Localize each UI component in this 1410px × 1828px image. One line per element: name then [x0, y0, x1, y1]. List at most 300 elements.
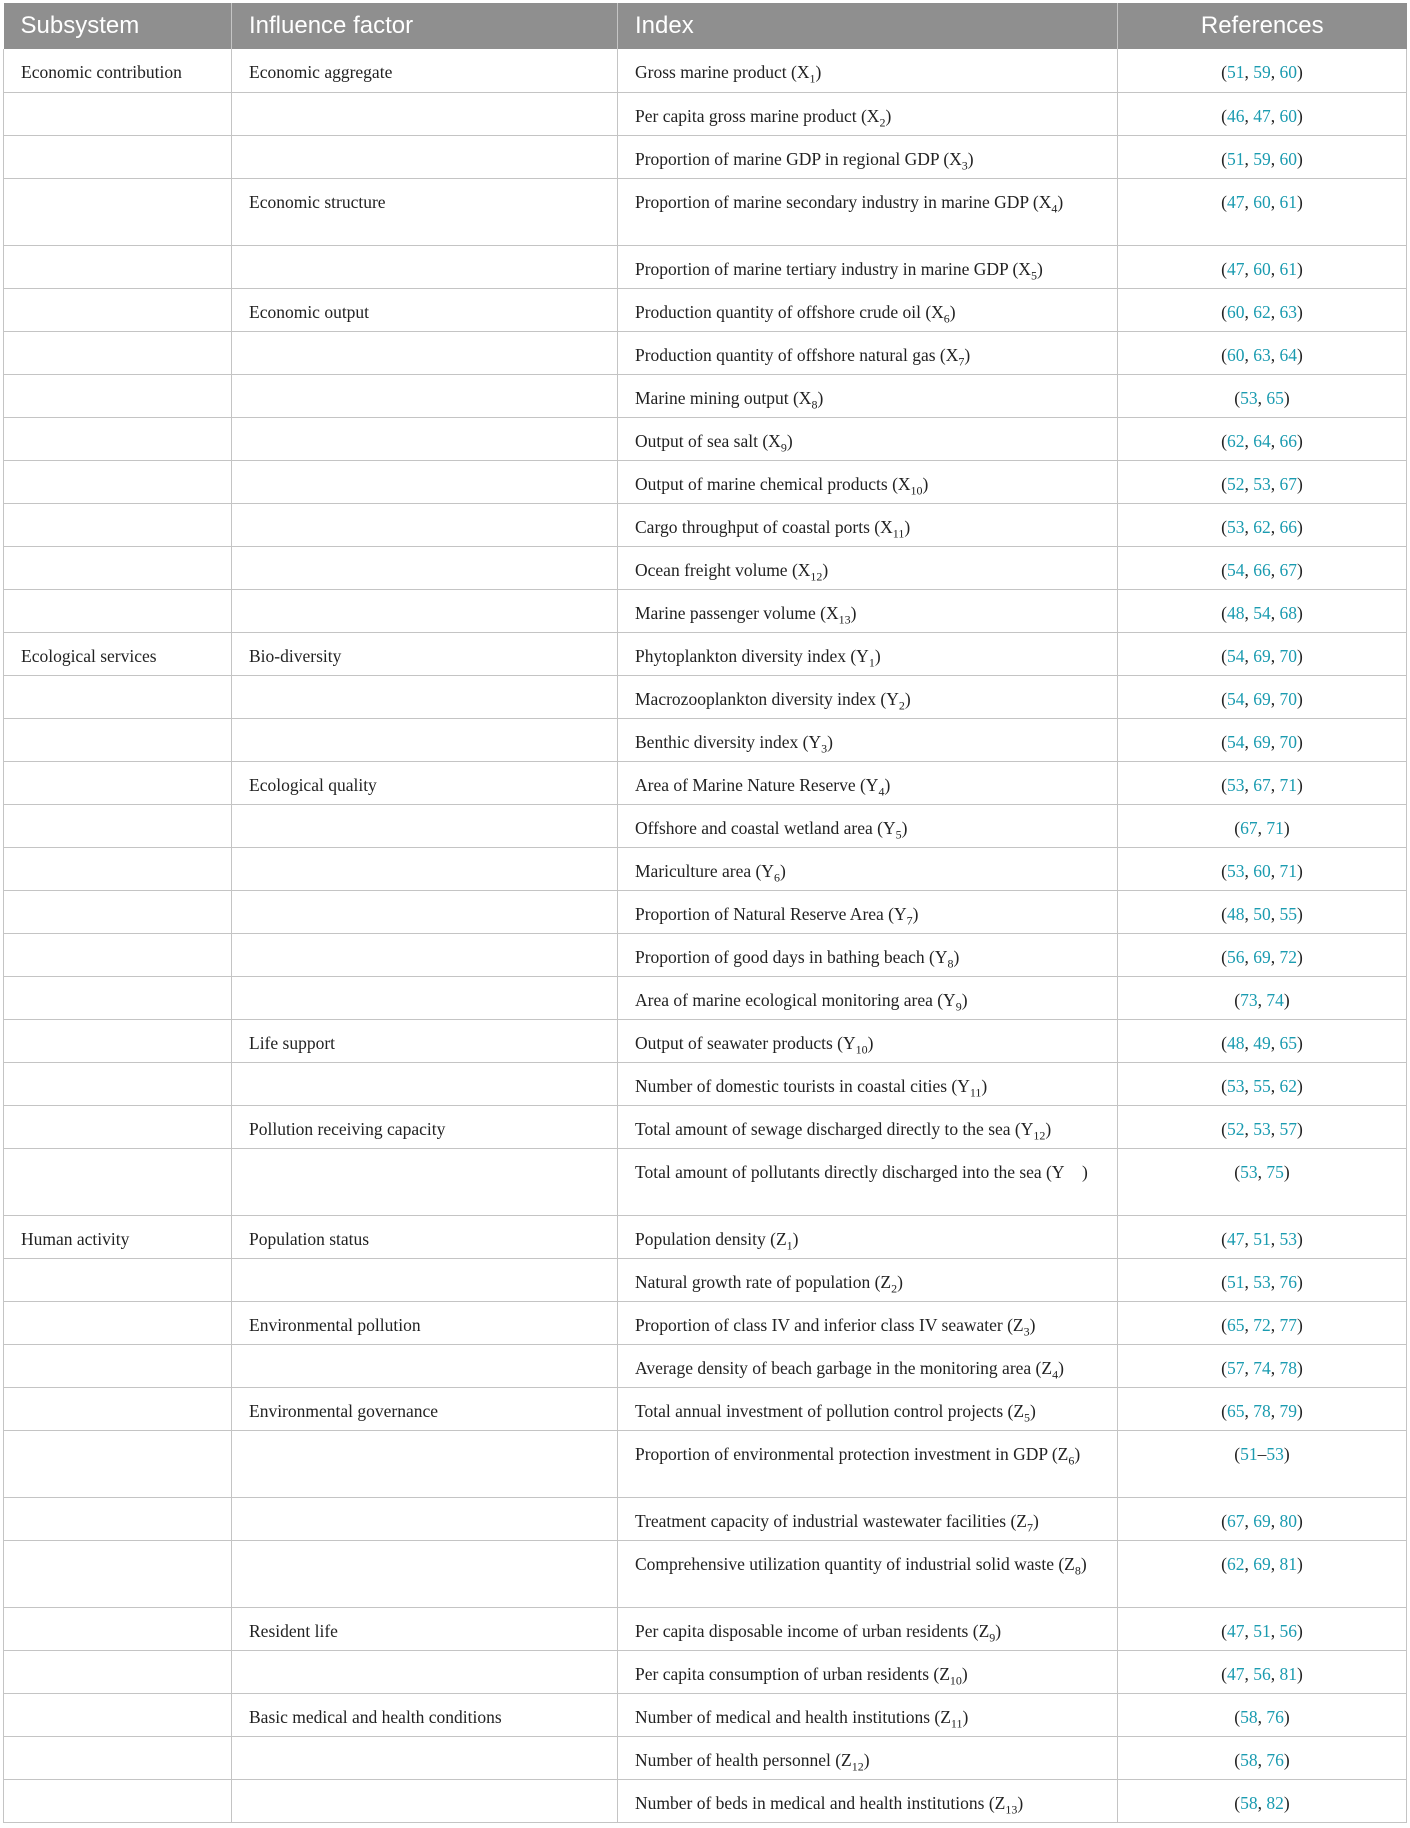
index-close-paren: )	[884, 774, 891, 795]
reference-link[interactable]: 49	[1253, 1032, 1271, 1053]
subsystem-cell	[4, 847, 232, 890]
table-row	[4, 135, 1407, 178]
reference-link[interactable]: 51	[1227, 62, 1245, 82]
ref-separator: ,	[1270, 344, 1280, 365]
index-label: Marine mining output (X	[635, 387, 812, 408]
index-subscript: 7	[958, 354, 965, 368]
index-close-paren: )	[779, 860, 786, 881]
subsystem-cell	[4, 245, 232, 288]
reference-link[interactable]: 46	[1227, 105, 1245, 126]
index-cell	[618, 135, 1118, 178]
header-index: Index	[618, 3, 1118, 49]
ref-open-paren: (	[1234, 387, 1241, 408]
index-label: Mariculture area (Y	[635, 860, 774, 881]
reference-link[interactable]: 52	[1227, 473, 1245, 494]
reference-link[interactable]: 60	[1253, 860, 1271, 881]
reference-link[interactable]: 70	[1279, 688, 1297, 709]
subsystem-cell	[4, 1301, 232, 1344]
table-row	[4, 546, 1407, 589]
ref-separator: ,	[1270, 1118, 1280, 1139]
ref-close-paren: )	[1297, 430, 1303, 451]
index-close-paren: )	[961, 989, 968, 1010]
index-close-paren: )	[822, 559, 829, 580]
ref-close-paren: )	[1297, 1663, 1303, 1684]
references-cell	[1118, 890, 1407, 933]
reference-link[interactable]: 74	[1266, 989, 1284, 1010]
ref-separator: ,	[1270, 1228, 1280, 1249]
reference-link[interactable]: 54	[1227, 688, 1245, 709]
reference-link[interactable]: 80	[1279, 1510, 1297, 1531]
ref-close-paren: )	[1297, 774, 1303, 795]
references-cell	[1118, 374, 1407, 417]
index-subscript: 4	[1052, 1367, 1059, 1381]
subsystem-cell	[4, 890, 232, 933]
ref-separator: ,	[1244, 344, 1254, 365]
reference-link[interactable]: 78	[1253, 1400, 1271, 1421]
reference-link[interactable]: 57	[1227, 1357, 1245, 1378]
reference-link[interactable]: 52	[1227, 1118, 1245, 1139]
reference-link[interactable]: 69	[1253, 1553, 1271, 1574]
index-label: Marine passenger volume (X	[635, 602, 839, 623]
influence-factor-cell	[232, 675, 618, 718]
reference-link[interactable]: 60	[1279, 105, 1297, 126]
ref-open-paren: (	[1221, 191, 1227, 212]
reference-link[interactable]: 76	[1279, 1271, 1297, 1292]
ref-open-paren: (	[1221, 1663, 1227, 1684]
index-close-paren: )	[885, 105, 892, 126]
index-cell	[618, 1148, 1118, 1215]
ref-separator: ,	[1257, 989, 1267, 1010]
reference-link[interactable]: 71	[1279, 774, 1297, 795]
reference-link[interactable]: 53	[1227, 860, 1245, 881]
index-subscript: 2	[879, 115, 886, 129]
ref-close-paren: )	[1283, 1706, 1290, 1727]
references-cell	[1118, 632, 1407, 675]
index-label: Gross marine product (X	[635, 62, 810, 82]
reference-link[interactable]: 82	[1266, 1792, 1284, 1813]
reference-link[interactable]: 71	[1266, 817, 1284, 838]
reference-link[interactable]: 74	[1253, 1357, 1271, 1378]
influence-factor-cell: Resident life	[232, 1607, 618, 1650]
influence-factor-cell	[232, 1736, 618, 1779]
reference-link[interactable]: 62	[1253, 301, 1271, 322]
ref-open-paren: (	[1234, 817, 1241, 838]
references-cell	[1118, 1258, 1407, 1301]
subsystem-cell	[4, 1344, 232, 1387]
reference-link[interactable]: 54	[1227, 559, 1245, 580]
index-label: Benthic diversity index (Y	[635, 731, 822, 752]
table-row	[4, 933, 1407, 976]
ref-separator: ,	[1244, 1118, 1254, 1139]
influence-factor-cell: Bio-diversity	[232, 632, 618, 675]
ref-separator: ,	[1270, 774, 1280, 795]
subsystem-cell	[4, 546, 232, 589]
index-close-paren: )	[1058, 1357, 1064, 1378]
reference-link[interactable]: 60	[1279, 62, 1297, 82]
ref-separator: ,	[1244, 301, 1254, 322]
reference-link[interactable]: 59	[1253, 148, 1271, 169]
reference-link[interactable]: 47	[1227, 1228, 1245, 1249]
table-row	[4, 589, 1407, 632]
reference-link[interactable]: 51	[1253, 1228, 1271, 1249]
references-cell	[1118, 1497, 1407, 1540]
reference-link[interactable]: 75	[1266, 1161, 1284, 1182]
influence-factor-cell	[232, 331, 618, 374]
reference-link[interactable]: 60	[1253, 258, 1271, 279]
reference-link[interactable]: 67	[1279, 559, 1297, 580]
ref-open-paren: (	[1221, 430, 1227, 451]
ref-open-paren: (	[1221, 559, 1227, 580]
ref-close-paren: )	[1297, 301, 1303, 322]
ref-separator: ,	[1244, 473, 1254, 494]
subsystem-cell	[4, 331, 232, 374]
index-subscript: 9	[780, 440, 787, 454]
reference-link[interactable]: 67	[1279, 473, 1297, 494]
reference-link[interactable]: 53	[1279, 1228, 1297, 1249]
subsystem-cell: Human activity	[4, 1215, 232, 1258]
ref-open-paren: (	[1221, 645, 1227, 666]
index-label: Area of marine ecological monitoring area (Y	[635, 989, 956, 1010]
reference-link[interactable]: 65	[1227, 1314, 1245, 1335]
reference-link[interactable]: 62	[1279, 1075, 1297, 1096]
reference-link[interactable]: 78	[1279, 1357, 1297, 1378]
ref-open-paren: (	[1221, 62, 1227, 82]
reference-link[interactable]: 56	[1253, 1663, 1271, 1684]
subsystem-cell	[4, 1430, 232, 1497]
influence-factor-cell: Population status	[232, 1215, 618, 1258]
reference-link[interactable]: 66	[1279, 516, 1297, 537]
reference-link[interactable]: 53	[1240, 387, 1258, 408]
reference-link[interactable]: 54	[1227, 645, 1245, 666]
reference-link[interactable]: 53	[1253, 1118, 1271, 1139]
index-cell	[618, 632, 1118, 675]
influence-factor-cell	[232, 1148, 618, 1215]
reference-link[interactable]: 48	[1227, 1032, 1245, 1053]
reference-link[interactable]: 76	[1266, 1749, 1284, 1770]
ref-separator: ,	[1270, 62, 1280, 82]
reference-link[interactable]: 47	[1227, 1620, 1245, 1641]
references-cell	[1118, 245, 1407, 288]
reference-link[interactable]: 51	[1227, 1271, 1245, 1292]
reference-link[interactable]: 63	[1253, 344, 1271, 365]
index-cell	[618, 331, 1118, 374]
reference-link[interactable]: 47	[1227, 1663, 1245, 1684]
influence-factor-cell	[232, 976, 618, 1019]
index-label: Proportion of marine secondary industry in marine GDP (X	[635, 191, 1052, 212]
table-row	[4, 460, 1407, 503]
ref-separator: ,	[1244, 559, 1254, 580]
index-close-paren: )	[1064, 1161, 1088, 1182]
ref-separator: ,	[1270, 1400, 1280, 1421]
index-close-paren: )	[786, 430, 793, 451]
index-label: Proportion of good days in bathing beach (Y	[635, 946, 948, 967]
reference-link[interactable]: 77	[1279, 1314, 1297, 1335]
reference-link[interactable]: 60	[1279, 148, 1297, 169]
influence-factor-cell	[232, 374, 618, 417]
reference-link[interactable]: 59	[1253, 62, 1271, 82]
subsystem-cell	[4, 135, 232, 178]
reference-link[interactable]: 66	[1279, 430, 1297, 451]
index-close-paren: )	[904, 688, 911, 709]
subsystem-cell	[4, 761, 232, 804]
index-cell	[618, 1540, 1118, 1607]
ref-separator: ,	[1270, 105, 1280, 126]
table-row	[4, 1607, 1407, 1650]
index-label: Ocean freight volume (X	[635, 559, 811, 580]
ref-separator: ,	[1270, 1620, 1280, 1641]
subsystem-cell	[4, 718, 232, 761]
index-subscript: 1	[868, 655, 875, 669]
ref-separator: ,	[1244, 602, 1254, 623]
reference-link[interactable]: 73	[1240, 989, 1258, 1010]
table-row	[4, 374, 1407, 417]
reference-link[interactable]: 56	[1279, 1620, 1297, 1641]
index-label: Average density of beach garbage in the monitoring area (Z	[635, 1357, 1053, 1378]
reference-link[interactable]: 54	[1227, 731, 1245, 752]
influence-factor-cell	[232, 847, 618, 890]
index-label: Production quantity of offshore crude oil (X	[635, 301, 944, 322]
index-label: Macrozooplankton diversity index (Y	[635, 688, 899, 709]
reference-link[interactable]: 60	[1253, 191, 1271, 212]
index-label: Number of health personnel (Z	[635, 1749, 852, 1770]
index-cell	[618, 1497, 1118, 1540]
references-cell	[1118, 1301, 1407, 1344]
table-row	[4, 331, 1407, 374]
index-close-paren: )	[901, 817, 908, 838]
index-close-paren: )	[874, 645, 881, 666]
index-cell	[618, 503, 1118, 546]
references-cell	[1118, 1693, 1407, 1736]
references-cell	[1118, 1215, 1407, 1258]
header-row	[4, 3, 1407, 49]
influence-factor-cell: Economic output	[232, 288, 618, 331]
index-subscript: 4	[878, 784, 885, 798]
reference-link[interactable]: 47	[1227, 258, 1245, 279]
reference-link[interactable]: 69	[1253, 645, 1271, 666]
reference-link[interactable]: 69	[1253, 731, 1271, 752]
table-row	[4, 1301, 1407, 1344]
reference-link[interactable]: 48	[1227, 602, 1245, 623]
reference-link[interactable]: 64	[1279, 344, 1297, 365]
influence-factor-cell	[232, 1062, 618, 1105]
ref-separator: ,	[1244, 430, 1254, 451]
reference-link[interactable]: 65	[1279, 1032, 1297, 1053]
reference-link[interactable]: 53	[1240, 1161, 1258, 1182]
subsystem-cell	[4, 1607, 232, 1650]
ref-separator: ,	[1244, 688, 1254, 709]
ref-open-paren: (	[1221, 258, 1227, 279]
index-label: Treatment capacity of industrial wastewater facilities (Z	[635, 1510, 1027, 1531]
reference-link[interactable]: 69	[1253, 688, 1271, 709]
influence-factor-cell	[232, 933, 618, 976]
reference-link[interactable]: 81	[1279, 1663, 1297, 1684]
reference-link[interactable]: 61	[1279, 258, 1297, 279]
table-row	[4, 1387, 1407, 1430]
index-cell	[618, 1387, 1118, 1430]
ref-separator: ,	[1270, 1510, 1280, 1531]
reference-link[interactable]: 70	[1279, 731, 1297, 752]
reference-link[interactable]: 62	[1227, 430, 1245, 451]
subsystem-cell	[4, 1148, 232, 1215]
subsystem-cell	[4, 1693, 232, 1736]
reference-link[interactable]: 51	[1227, 148, 1245, 169]
reference-link[interactable]: 53	[1253, 473, 1271, 494]
reference-link[interactable]: 65	[1266, 387, 1284, 408]
reference-link[interactable]: 66	[1253, 559, 1271, 580]
influence-factor-cell	[232, 245, 618, 288]
ref-separator: ,	[1270, 1032, 1280, 1053]
references-cell	[1118, 1344, 1407, 1387]
ref-separator: ,	[1257, 1706, 1267, 1727]
reference-link[interactable]: 81	[1279, 1553, 1297, 1574]
reference-link[interactable]: 53	[1227, 516, 1245, 537]
index-label: Natural growth rate of population (Z	[635, 1271, 892, 1292]
ref-separator: ,	[1270, 148, 1280, 169]
reference-link[interactable]: 60	[1227, 301, 1245, 322]
ref-separator: ,	[1270, 559, 1280, 580]
ref-open-paren: (	[1221, 774, 1227, 795]
index-subscript: 11	[950, 1716, 963, 1730]
reference-link[interactable]: 53	[1227, 774, 1245, 795]
index-label: Per capita gross marine product (X	[635, 105, 880, 126]
reference-link[interactable]: 70	[1279, 645, 1297, 666]
ref-close-paren: )	[1297, 1510, 1303, 1531]
subsystem-cell	[4, 460, 232, 503]
influence-factor-cell	[232, 546, 618, 589]
subsystem-cell	[4, 1019, 232, 1062]
subsystem-cell	[4, 1736, 232, 1779]
reference-link[interactable]: 76	[1266, 1706, 1284, 1727]
index-close-paren: )	[792, 1228, 799, 1249]
reference-link[interactable]: 62	[1227, 1553, 1245, 1574]
reference-link[interactable]: 69	[1253, 1510, 1271, 1531]
index-cell	[618, 1650, 1118, 1693]
index-cell	[618, 92, 1118, 135]
reference-link[interactable]: 47	[1227, 191, 1245, 212]
reference-link[interactable]: 53	[1227, 1075, 1245, 1096]
index-cell	[618, 1736, 1118, 1779]
ref-close-paren: )	[1283, 989, 1290, 1010]
index-subscript: 3	[1023, 1324, 1030, 1338]
influence-factor-cell: Economic structure	[232, 178, 618, 245]
reference-link[interactable]: 51	[1240, 1443, 1258, 1464]
reference-link[interactable]: 47	[1253, 105, 1271, 126]
ref-open-paren: (	[1234, 1161, 1241, 1182]
reference-link[interactable]: 62	[1253, 516, 1271, 537]
reference-link[interactable]: 54	[1253, 602, 1271, 623]
reference-link[interactable]: 71	[1279, 860, 1297, 881]
reference-link[interactable]: 50	[1253, 903, 1271, 924]
reference-link[interactable]: 67	[1253, 774, 1271, 795]
index-cell	[618, 1607, 1118, 1650]
subsystem-cell	[4, 288, 232, 331]
reference-link[interactable]: 65	[1227, 1400, 1245, 1421]
index-subscript: 8	[811, 397, 818, 411]
references-cell	[1118, 1062, 1407, 1105]
subsystem-cell	[4, 1497, 232, 1540]
influence-factor-cell: Economic aggregate	[232, 49, 618, 92]
references-cell	[1118, 1148, 1407, 1215]
reference-link[interactable]: 69	[1253, 946, 1271, 967]
index-label: Total amount of pollutants directly discharged into the sea (Y	[635, 1161, 1065, 1182]
index-close-paren: )	[1017, 1792, 1024, 1813]
references-cell	[1118, 92, 1407, 135]
header-influence-factor: Influence factor	[232, 3, 618, 49]
table-row	[4, 1105, 1407, 1148]
table-row	[4, 92, 1407, 135]
influence-factor-cell	[232, 1344, 618, 1387]
influence-factor-cell	[232, 1497, 618, 1540]
subsystem-cell	[4, 417, 232, 460]
reference-link[interactable]: 64	[1253, 430, 1271, 451]
index-label: Number of domestic tourists in coastal cities (Y	[635, 1075, 970, 1096]
reference-link[interactable]: 68	[1279, 602, 1297, 623]
index-label: Comprehensive utilization quantity of industrial solid waste (Z	[635, 1553, 1075, 1574]
reference-link[interactable]: 55	[1253, 1075, 1271, 1096]
reference-link[interactable]: 72	[1279, 946, 1297, 967]
subsystem-cell	[4, 675, 232, 718]
references-cell	[1118, 718, 1407, 761]
reference-link[interactable]: 48	[1227, 903, 1245, 924]
index-subscript: 9	[989, 1630, 996, 1644]
reference-link[interactable]: 58	[1240, 1749, 1258, 1770]
reference-link[interactable]: 67	[1227, 1510, 1245, 1531]
ref-open-paren: (	[1234, 1792, 1241, 1813]
reference-link[interactable]: 67	[1240, 817, 1258, 838]
index-cell	[618, 417, 1118, 460]
ref-open-paren: (	[1221, 516, 1227, 537]
index-label: Number of beds in medical and health institutions (Z	[635, 1792, 1006, 1813]
ref-separator: ,	[1244, 1620, 1254, 1641]
reference-link[interactable]: 72	[1253, 1314, 1271, 1335]
table-row	[4, 1062, 1407, 1105]
ref-separator: ,	[1244, 1271, 1254, 1292]
references-cell	[1118, 933, 1407, 976]
ref-separator: ,	[1244, 105, 1254, 126]
index-close-paren: )	[1080, 1553, 1087, 1574]
index-label: Per capita consumption of urban residents (Z	[635, 1663, 950, 1684]
table-body	[4, 49, 1407, 1822]
references-cell	[1118, 503, 1407, 546]
reference-link[interactable]: 58	[1240, 1792, 1258, 1813]
subsystem-cell	[4, 1779, 232, 1822]
index-label: Proportion of environmental protection investment in GDP (Z	[635, 1443, 1069, 1464]
ref-separator: ,	[1244, 62, 1254, 82]
ref-close-paren: )	[1297, 946, 1303, 967]
ref-close-paren: )	[1297, 1400, 1303, 1421]
reference-link[interactable]: 60	[1227, 344, 1245, 365]
reference-link[interactable]: 53	[1266, 1443, 1284, 1464]
references-cell	[1118, 589, 1407, 632]
influence-factor-cell	[232, 92, 618, 135]
ref-separator: ,	[1244, 148, 1254, 169]
table-row	[4, 761, 1407, 804]
reference-link[interactable]: 61	[1279, 191, 1297, 212]
index-cell	[618, 1105, 1118, 1148]
reference-link[interactable]: 55	[1279, 903, 1297, 924]
influence-factor-cell: Environmental pollution	[232, 1301, 618, 1344]
reference-link[interactable]: 79	[1279, 1400, 1297, 1421]
reference-link[interactable]: 63	[1279, 301, 1297, 322]
reference-link[interactable]: 56	[1227, 946, 1245, 967]
reference-link[interactable]: 53	[1253, 1271, 1271, 1292]
reference-link[interactable]: 51	[1253, 1620, 1271, 1641]
index-close-paren: )	[867, 1032, 874, 1053]
reference-link[interactable]: 58	[1240, 1706, 1258, 1727]
influence-factor-cell: Environmental governance	[232, 1387, 618, 1430]
reference-link[interactable]: 57	[1279, 1118, 1297, 1139]
ref-open-paren: (	[1221, 688, 1227, 709]
